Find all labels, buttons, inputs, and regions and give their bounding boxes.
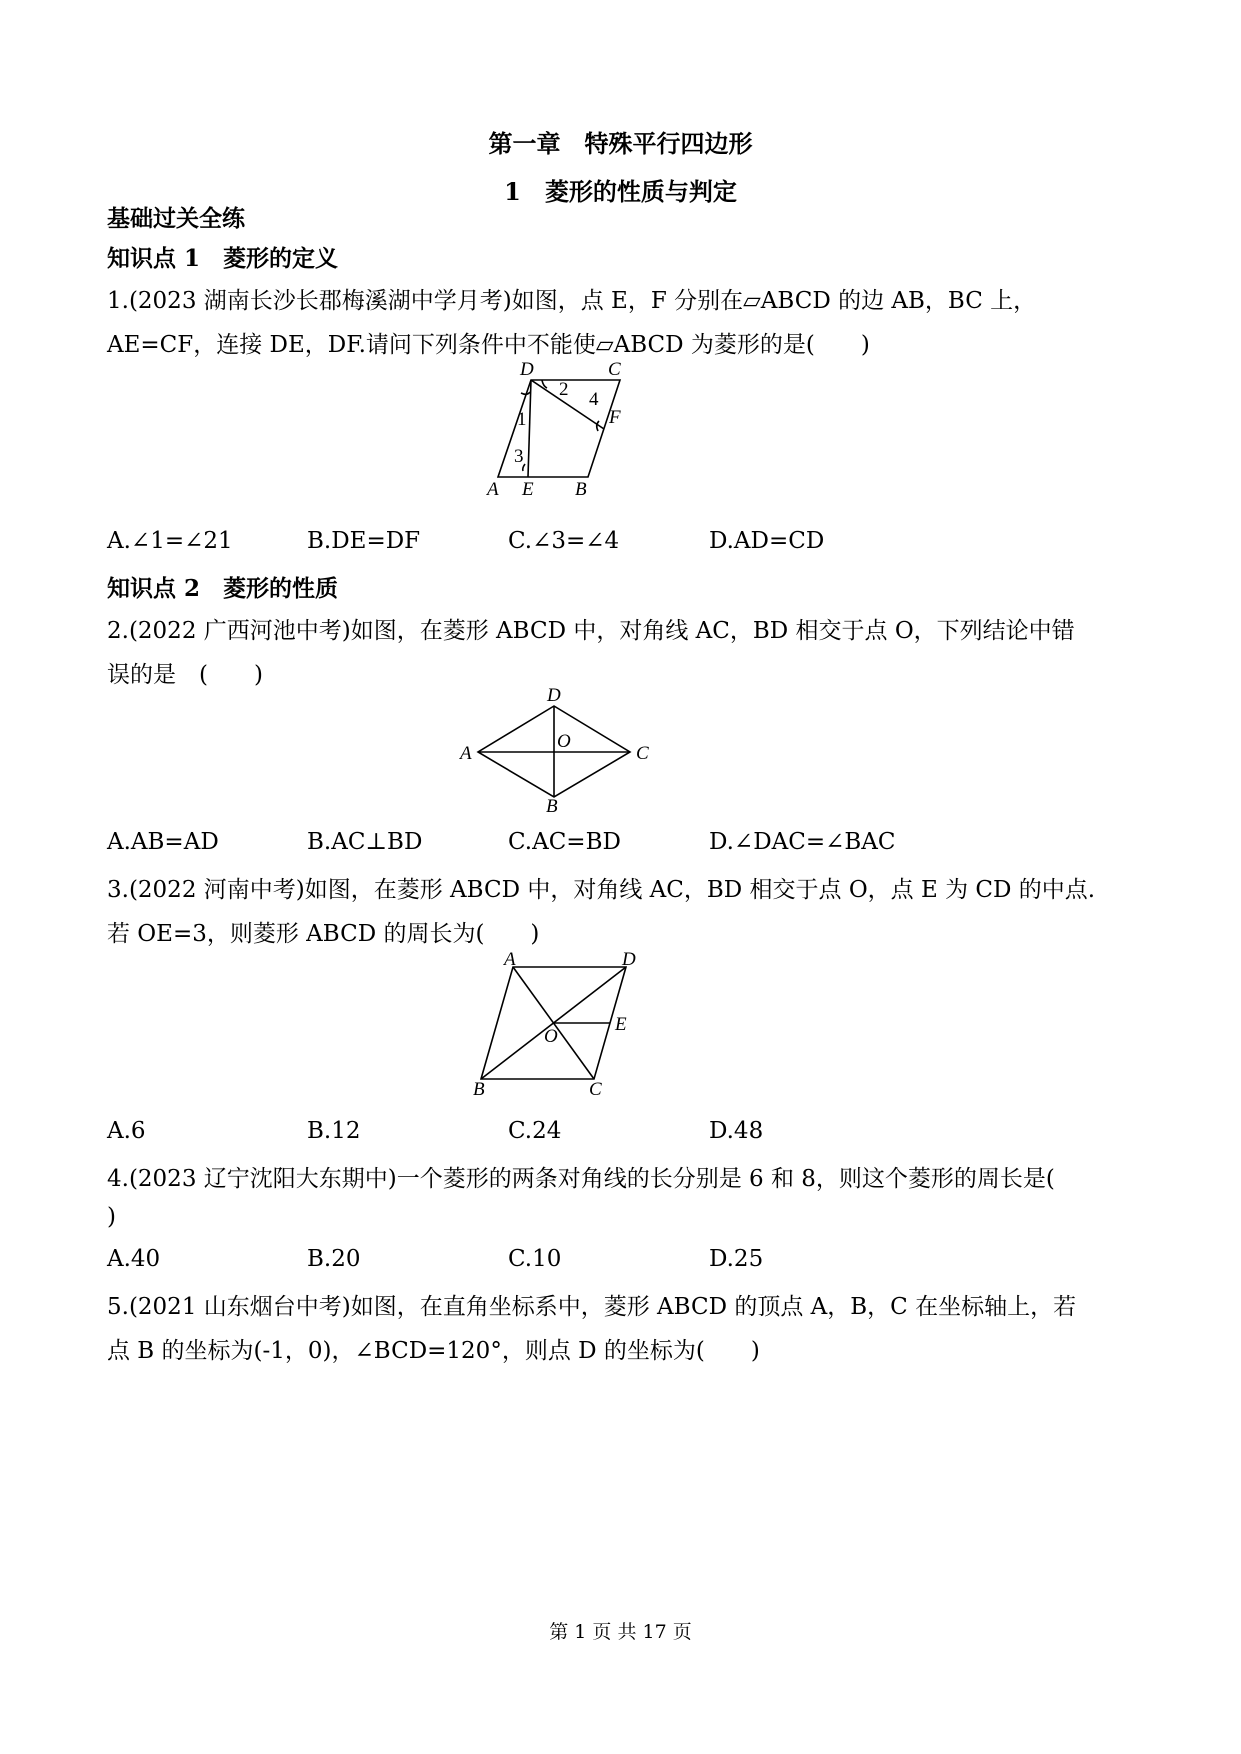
q4-option-d: D.25: [709, 1246, 764, 1272]
fig1-angle-3: 3: [514, 446, 524, 467]
question-1-line-2: AE=CF，连接 DE，DF.请问下列条件中不能使▱ABCD 为菱形的是( ): [107, 332, 870, 358]
question-2-line-1: 2.(2022 广西河池中考)如图，在菱形 ABCD 中，对角线 AC，BD 相交于点 O，下列结论中错: [107, 618, 1075, 644]
fig3-label-d: D: [622, 949, 636, 970]
fig1-label-d: D: [520, 359, 534, 380]
q4-option-c: C.10: [508, 1246, 562, 1272]
q3-option-b: B.12: [307, 1118, 361, 1144]
fig2-label-c: C: [636, 743, 649, 764]
figure-parallelogram-abcd: [470, 355, 670, 495]
question-5-line-1: 5.(2021 山东烟台中考)如图，在直角坐标系中，菱形 ABCD 的顶点 A，B，C 在坐标轴上，若: [107, 1294, 1077, 1320]
q3-option-d: D.48: [709, 1118, 764, 1144]
fig1-label-f: F: [609, 407, 621, 428]
knowledge-point-2-title: 知识点 2 菱形的性质: [107, 575, 339, 602]
fig1-label-b: B: [575, 479, 587, 495]
fig1-label-e: E: [522, 479, 534, 495]
q1-option-d: D.AD=CD: [709, 528, 825, 554]
figure-rhombus-diagonals: [450, 685, 670, 820]
q1-option-b: B.DE=DF: [307, 528, 421, 554]
q1-option-a: A.∠1=∠21: [107, 528, 233, 554]
fig1-label-a: A: [487, 479, 499, 495]
q1-option-c: C.∠3=∠4: [508, 528, 620, 554]
knowledge-point-1-title: 知识点 1 菱形的定义: [107, 245, 339, 272]
fig2-label-o: O: [557, 731, 571, 752]
fig2-label-b: B: [546, 796, 558, 817]
question-3-line-1: 3.(2022 河南中考)如图，在菱形 ABCD 中，对角线 AC，BD 相交于点 O，点 E 为 CD 的中点.: [107, 877, 1096, 903]
q2-option-d: D.∠DAC=∠BAC: [709, 829, 896, 855]
fig1-angle-4: 4: [589, 389, 599, 410]
fig3-label-e: E: [615, 1014, 627, 1035]
fig3-label-c: C: [589, 1079, 602, 1100]
practice-title: 基础过关全练: [107, 205, 245, 232]
question-5-line-2: 点 B 的坐标为(-1，0)，∠BCD=120°，则点 D 的坐标为( ): [107, 1338, 760, 1364]
section-title: 1 菱形的性质与判定: [504, 177, 737, 206]
page-footer: 第 1 页 共 17 页: [549, 1621, 692, 1643]
question-4-line-2: ): [107, 1204, 116, 1230]
question-3-line-2: 若 OE=3，则菱形 ABCD 的周长为( ): [107, 921, 540, 947]
q3-option-c: C.24: [508, 1118, 562, 1144]
q3-option-a: A.6: [107, 1118, 146, 1144]
question-2-line-2: 误的是 ( ): [107, 662, 263, 688]
q4-option-a: A.40: [107, 1246, 161, 1272]
fig3-label-b: B: [473, 1079, 485, 1100]
fig1-angle-1: 1: [517, 409, 527, 430]
fig2-label-d: D: [547, 685, 561, 706]
fig1-angle-2: 2: [559, 379, 569, 400]
q2-option-a: A.AB=AD: [107, 829, 219, 855]
q2-option-c: C.AC=BD: [508, 829, 621, 855]
fig3-label-a: A: [504, 949, 516, 970]
fig1-label-c: C: [608, 359, 621, 380]
question-4-line-1: 4.(2023 辽宁沈阳大东期中)一个菱形的两条对角线的长分别是 6 和 8，则这个菱形的周长是(: [107, 1166, 1055, 1192]
q2-option-b: B.AC⊥BD: [307, 829, 423, 855]
fig2-label-a: A: [460, 743, 472, 764]
figure-rhombus-midpoint: [460, 945, 660, 1105]
question-1-line-1: 1.(2023 湖南长沙长郡梅溪湖中学月考)如图，点 E，F 分别在▱ABCD 的边 AB，BC 上，: [107, 288, 1037, 314]
fig3-label-o: O: [544, 1026, 558, 1047]
q4-option-b: B.20: [307, 1246, 361, 1272]
chapter-title: 第一章 特殊平行四边形: [488, 129, 753, 158]
